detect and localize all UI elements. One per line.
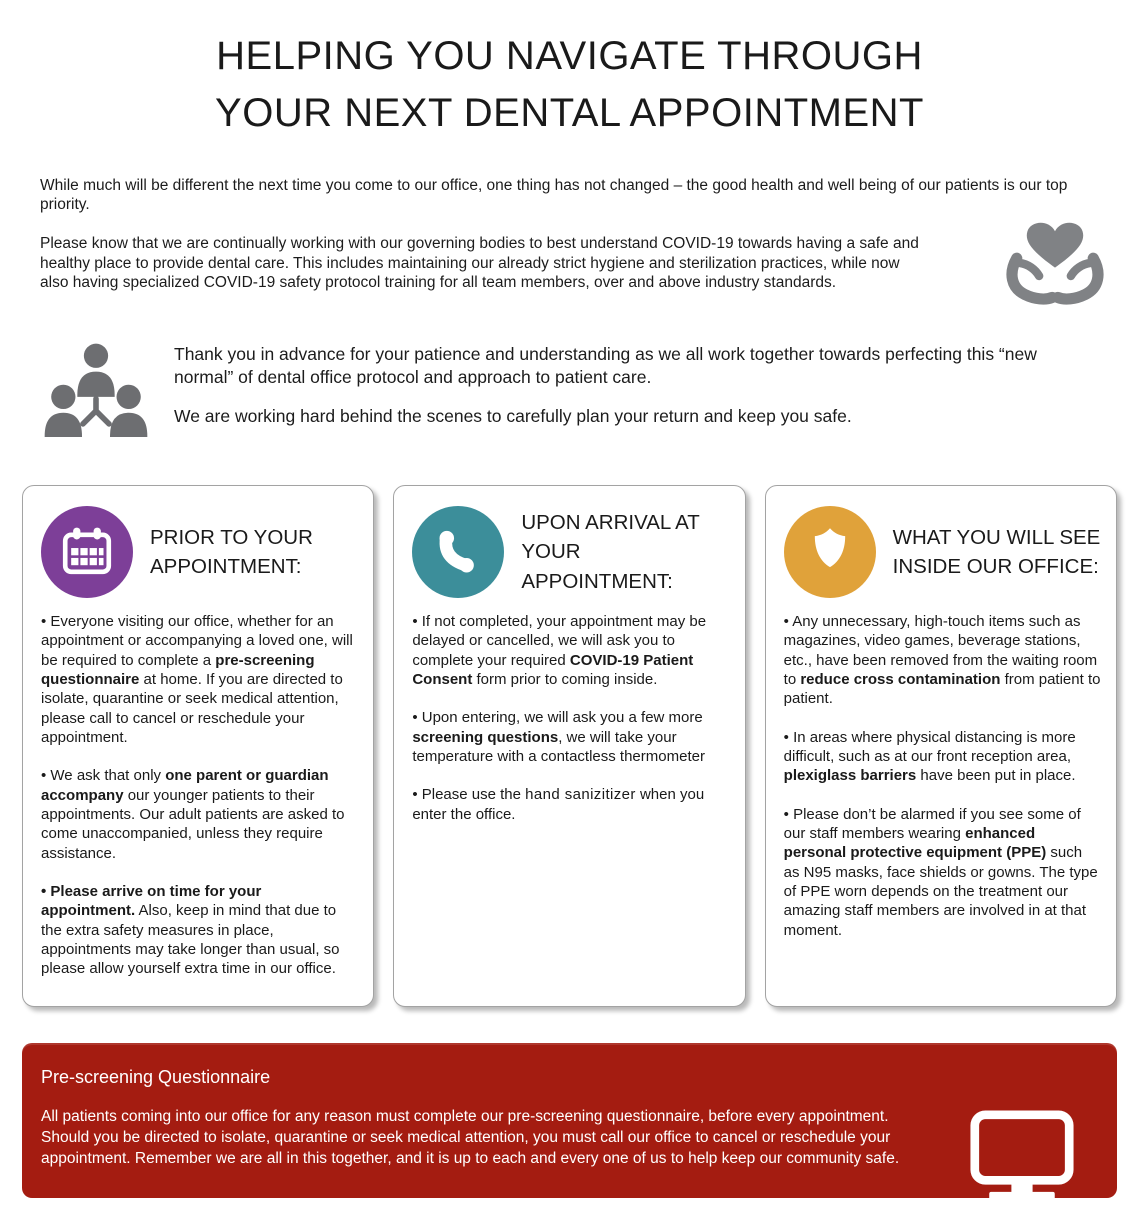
info-cards-row bbox=[22, 485, 1117, 1007]
dental-appointment-flyer bbox=[0, 28, 1139, 1198]
bullet: • Any unnecessary, high-touch items such as magazines, video games, beverage stations, etc., have been removed from the waiting room to reduce cross contamination from patient to patient. bbox=[783, 612, 1101, 708]
bullet: • Please don’t be alarmed if you see some of our staff members wearing enhanced personal protective equipment (PPE) such as N95 masks, face shields or gowns. The type of PPE worn depends on the treatment our amazing staff members are involved in at that moment. bbox=[783, 805, 1098, 939]
card-upon-arrival bbox=[393, 485, 745, 1007]
bullet: • Please use the hand sanizitizer when you enter the office. bbox=[412, 786, 705, 823]
page-title-line1: HELPING YOU NAVIGATE THROUGH bbox=[216, 34, 923, 78]
page-title bbox=[0, 28, 1139, 142]
thanks-section bbox=[40, 333, 1099, 445]
banner-title: Pre-screening Questionnaire bbox=[41, 1066, 271, 1087]
card-header bbox=[412, 506, 729, 598]
card-title-arrival: UPON ARRIVAL AT YOUR APPOINTMENT: bbox=[521, 511, 700, 593]
card-header bbox=[784, 506, 1101, 598]
bullet: • Please arrive on time for your appointment. Also, keep in mind that due to the extra safety measures in place, appointments may take longer than usual, so please allow yourself extra time in our office. bbox=[41, 883, 340, 978]
card-body bbox=[784, 612, 1101, 940]
thanks-text bbox=[174, 333, 1099, 429]
bullet: • If not completed, your appointment may be delayed or cancelled, we will ask you to complete your required COVID-19 Patient Consent form prior to coming inside. bbox=[412, 612, 707, 688]
card-title-prior: PRIOR TO YOUR APPOINTMENT: bbox=[150, 525, 313, 578]
intro-paragraph-1: While much will be different the next time you come to our office, one thing has not changed – the good health and well being of our patients is our top priority. bbox=[40, 176, 1068, 214]
people-network-icon bbox=[40, 339, 152, 445]
bullet: • We ask that only one parent or guardian accompany our younger patients to their appointments. Our adult patients are asked to come unaccompanied, unless they require assistance. bbox=[41, 767, 345, 862]
intro-paragraph-2: Please know that we are continually working with our governing bodies to best understand COVID-19 towards having a safe and healthy place to provide dental care. This includes maintaining our already strict hygiene and sterilization practices, while now also having specialized COVID-19 safety protocol training for all team members, over and above industry standards. bbox=[40, 234, 919, 292]
phone-icon bbox=[412, 506, 504, 598]
calendar-icon bbox=[41, 506, 133, 598]
monitor-icon bbox=[969, 1110, 1075, 1202]
intro-section bbox=[40, 176, 1099, 293]
card-prior-to-appointment bbox=[22, 485, 374, 1007]
card-body bbox=[412, 612, 729, 824]
shield-icon bbox=[784, 506, 876, 598]
thanks-paragraph-1: Thank you in advance for your patience and understanding as we all work together towards perfecting this “new normal” of dental office protocol and approach to patient care. bbox=[174, 343, 1037, 388]
card-body bbox=[41, 612, 358, 979]
banner-body: All patients coming into our office for any reason must complete our pre-screening questionnaire, before every appointment. Should you be directed to isolate, quarantine or seek medical attention, you must call our office to cancel or reschedule your appointment. Remember we are all in this together, and it is up to each and every one of us to help keep our community safe. bbox=[41, 1107, 900, 1167]
pre-screening-banner bbox=[22, 1043, 1117, 1198]
thanks-paragraph-2: We are working hard behind the scenes to carefully plan your return and keep you safe. bbox=[174, 406, 852, 427]
bullet: • In areas where physical distancing is more difficult, such as at our front reception area, plexiglass barriers have been put in place. bbox=[783, 728, 1076, 785]
page-title-line2: YOUR NEXT DENTAL APPOINTMENT bbox=[215, 90, 924, 135]
card-inside-office bbox=[765, 485, 1117, 1007]
bullet: • Upon entering, we will ask you a few more screening questions, we will take your temperature with a contactless thermometer bbox=[412, 709, 705, 766]
bullet: • Everyone visiting our office, whether for an appointment or accompanying a loved one, will be required to complete a pre-screening questionnaire at home. If you are directed to isolate, quarantine or seek medical attention, please call to cancel or reschedule your appointment. bbox=[41, 612, 353, 747]
card-header bbox=[41, 506, 358, 598]
hands-heart-icon bbox=[999, 206, 1111, 312]
card-title-office: WHAT YOU WILL SEE INSIDE OUR OFFICE: bbox=[892, 525, 1101, 578]
